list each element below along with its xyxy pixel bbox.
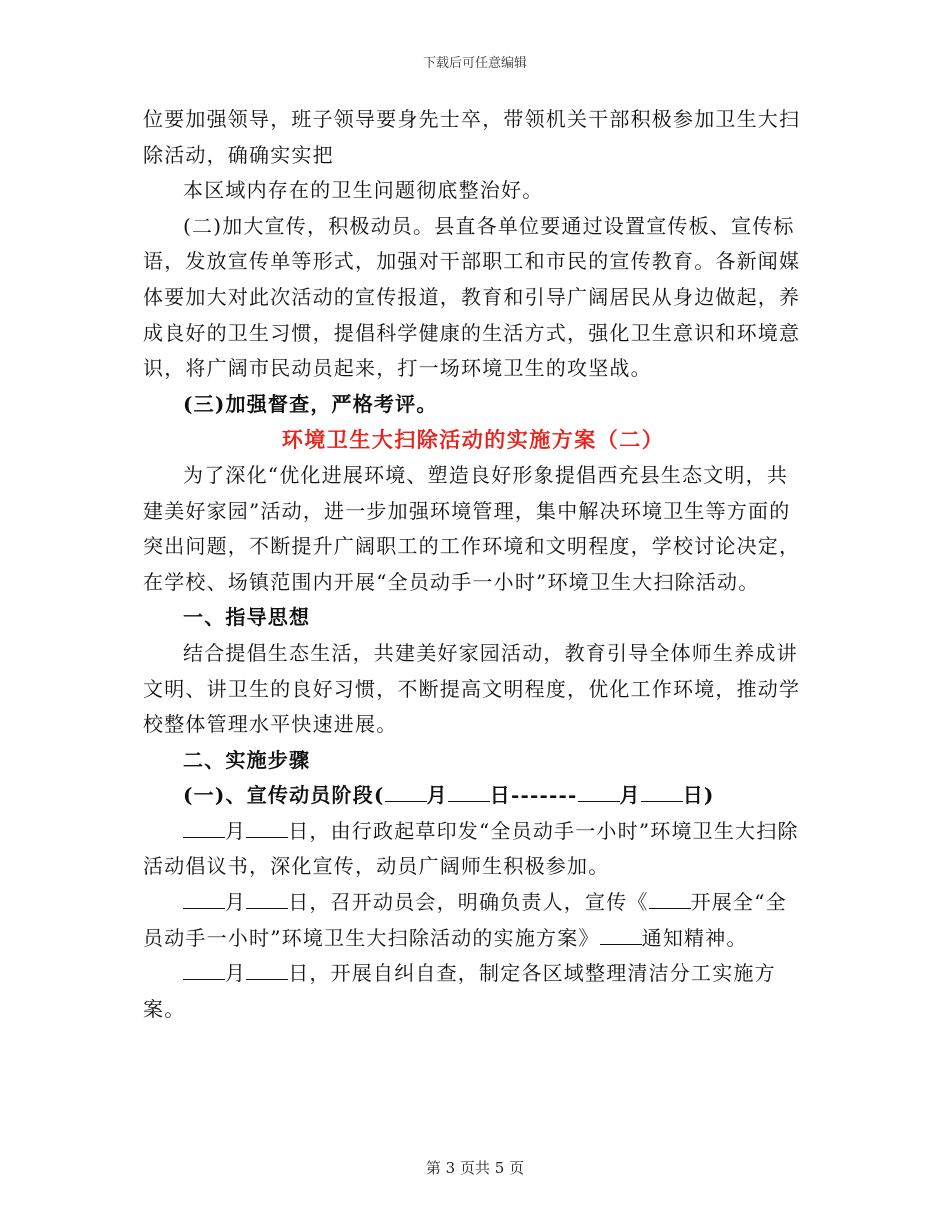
blank-day (246, 958, 288, 980)
blank-scope (649, 887, 691, 909)
page-footer: 第 3 页共 5 页 (425, 1159, 525, 1177)
stage-label: (一)、宣传动员阶段( (183, 783, 385, 808)
section-heading-guiding-ideology: 一、指导思想 (183, 605, 311, 630)
blank-day-2 (641, 780, 683, 802)
document-title: 环境卫生大扫除活动的实施方案（二） (281, 427, 665, 453)
paragraph: 本区域内存在的卫生问题彻底整治好。 (183, 178, 544, 203)
paragraph-continuation: 位要加强领导，班子领导要身先士卒，带领机关干部积极参加卫生大扫除活动，确确实实把 (143, 107, 801, 167)
paragraph-intro: 为了深化“优化进展环境、塑造良好形象提倡西充县生态文明，共建美好家园”活动，进一步加强环境管理，集中解决环境卫生等方面的突出问题，不断提升广阔职工的工作环境和文明程度，学校讨论决定，在学校、场镇范围内开展“全员动手一小时”环境卫生大扫除活动。 (143, 462, 801, 594)
blank-day (246, 816, 288, 838)
blank-month-2 (578, 780, 620, 802)
blank-month (183, 958, 225, 980)
stage-heading: (一)、宣传动员阶段( 月 日------- 月 日) (143, 778, 803, 814)
blank-month (183, 816, 225, 838)
blank-month-1 (385, 780, 427, 802)
document-body (143, 102, 803, 1027)
paragraph-guiding-ideology: 结合提倡生态生活，共建美好家园活动，教育引导全体师生养成讲文明、讲卫生的良好习惯，不断提高文明程度，优化工作环境，推动学校整体管理水平快速进展。 (143, 640, 801, 737)
blank-day-1 (448, 780, 490, 802)
blank-month (183, 887, 225, 909)
paragraph-publicity: (二)加大宣传，积极动员。县直各单位要通过设置宣传板、宣传标语，发放宣传单等形式，加强对干部职工和市民的宣传教育。各新闻媒体要加大对此次活动的宣传报道，教育和引导广阔居民从身边做起，养成良好的卫生习惯，提倡科学健康的生活方式，强化卫生意识和环境意识，将广阔市民动员起来，打一场环境卫生的攻坚战。 (143, 213, 801, 381)
page-header: 下载后可任意编辑 (422, 56, 527, 71)
section-heading-implementation-steps: 二、实施步骤 (183, 747, 311, 772)
section-heading-supervision: (三)加强督查，严格考评。 (183, 391, 438, 416)
blank-notice (600, 923, 642, 945)
schedule-item-2: 月 日，召开动员会，明确负责人，宣传《 开展全“全员动手一小时”环境卫生大扫除活动的实施方案》 通知精神。 (143, 885, 803, 956)
schedule-item-3: 月 日，开展自纠自查，制定各区域整理清洁分工实施方案。 (143, 956, 803, 1027)
schedule-item-1: 月 日，由行政起草印发“全员动手一小时”环境卫生大扫除活动倡议书，深化宣传，动员广阔师生积极参加。 (143, 814, 803, 885)
blank-day (246, 887, 288, 909)
